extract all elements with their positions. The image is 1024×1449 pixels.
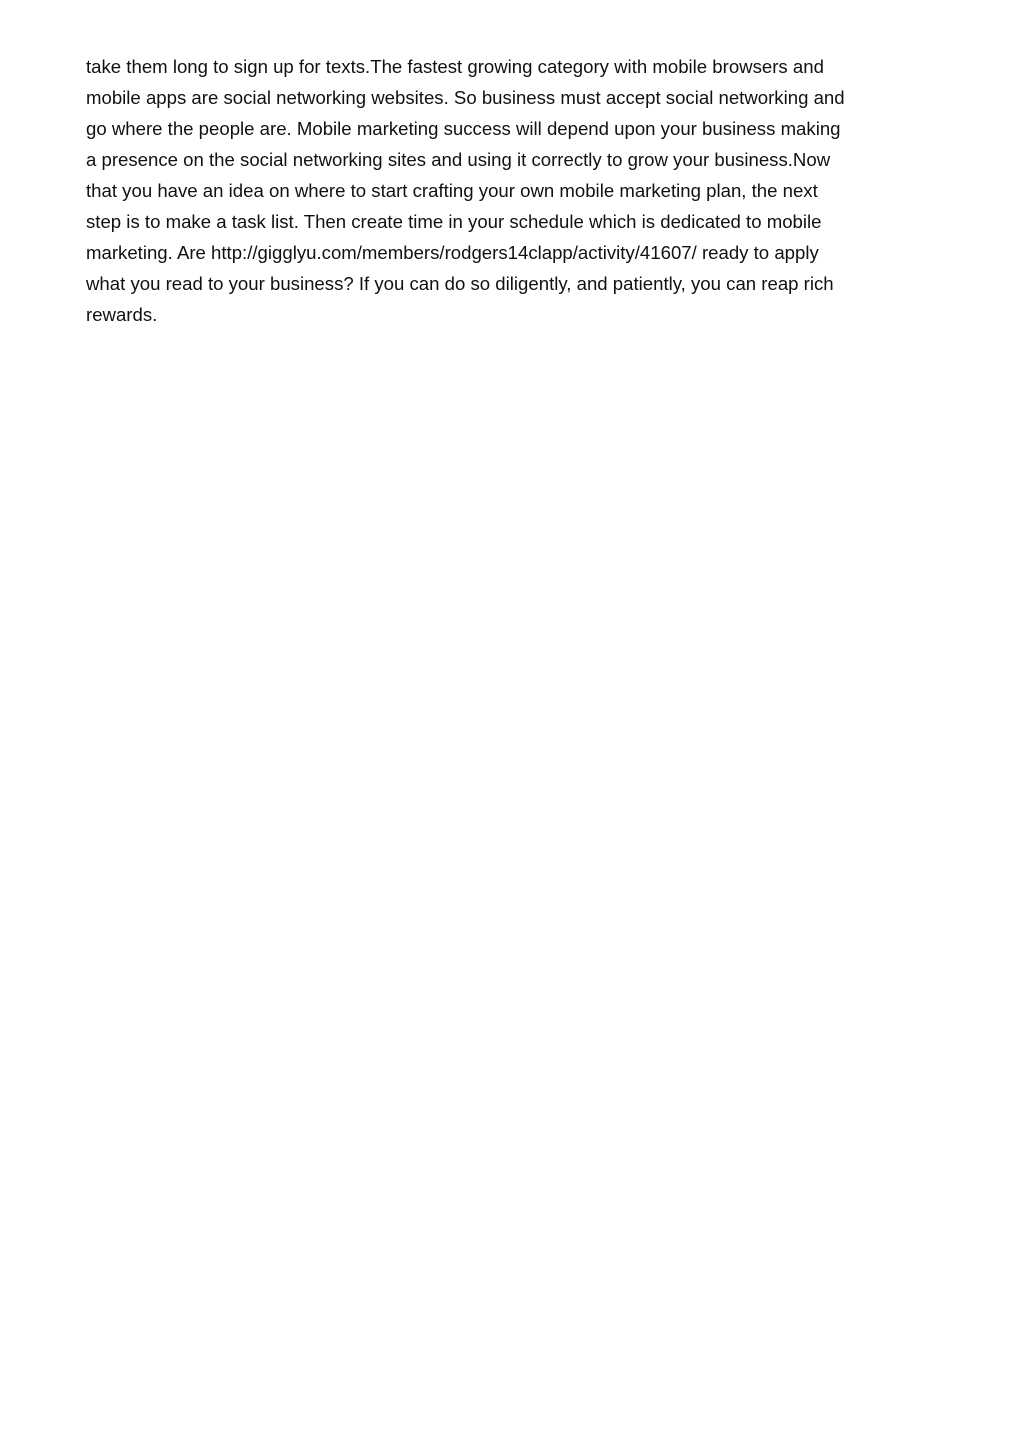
paragraph-line: step is to make a task list. Then create time in your schedule which is dedicated to mobile — [86, 211, 822, 232]
paragraph-line: what you read to your business? If you can do so diligently, and patiently, you can reap rich — [86, 273, 834, 294]
paragraph-line: marketing. Are http://gigglyu.com/members/rodgers14clapp/activity/41607/ ready to apply — [86, 242, 819, 263]
paragraph-line: mobile apps are social networking websites. So business must accept social networking and — [86, 87, 845, 108]
body-paragraph — [86, 51, 938, 330]
paragraph-line: that you have an idea on where to start crafting your own mobile marketing plan, the next — [86, 180, 818, 201]
paragraph-line: go where the people are. Mobile marketing success will depend upon your business making — [86, 118, 841, 139]
paragraph-line: a presence on the social networking sites and using it correctly to grow your business.Now — [86, 149, 831, 170]
paragraph-line: take them long to sign up for texts.The fastest growing category with mobile browsers and — [86, 56, 824, 77]
paragraph-line: rewards. — [86, 304, 158, 325]
